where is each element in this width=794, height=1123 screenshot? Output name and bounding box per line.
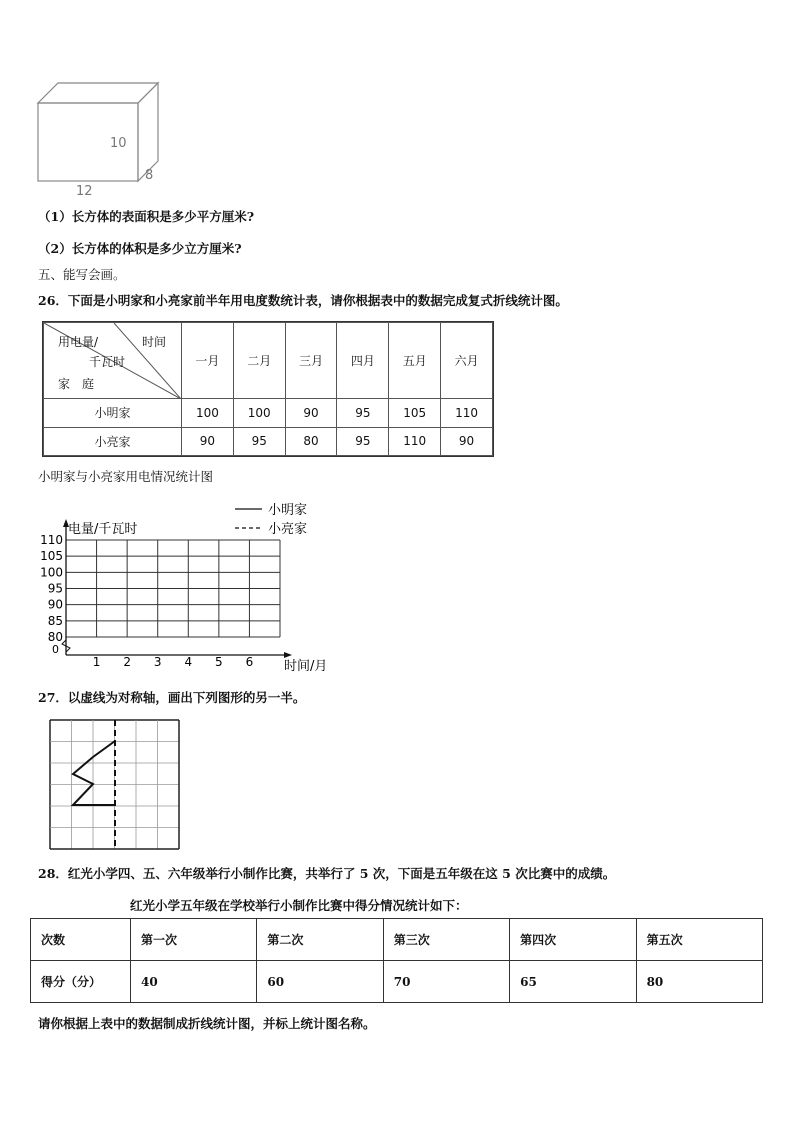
y-tick-label: 105 bbox=[40, 549, 63, 564]
q28-caption: 红光小学五年级在学校举行小制作比赛中得分情况统计如下： bbox=[130, 898, 468, 913]
table-header-cell: 第一次 bbox=[131, 919, 257, 961]
x-tick-label: 5 bbox=[215, 655, 223, 669]
table-cell: 40 bbox=[131, 961, 257, 1003]
table-cell: 95 bbox=[233, 427, 285, 456]
line-chart bbox=[30, 495, 350, 680]
q25-sub1: （1）长方体的表面积是多少平方厘米? bbox=[38, 209, 255, 224]
month-header: 一月 bbox=[182, 323, 234, 399]
table-cell: 100 bbox=[233, 399, 285, 428]
legend-label: 小明家 bbox=[268, 503, 308, 518]
month-header: 五月 bbox=[389, 323, 441, 399]
table-cell: 110 bbox=[389, 427, 441, 456]
y-tick-label: 90 bbox=[47, 597, 63, 612]
table-cell: 90 bbox=[441, 427, 493, 456]
q27-text: 27．以虚线为对称轴，画出下列图形的另一半。 bbox=[38, 690, 306, 705]
table-row bbox=[31, 961, 763, 1003]
table-header-corner bbox=[44, 323, 182, 399]
table-cell: 90 bbox=[285, 399, 337, 428]
corner-label-family: 家 庭 bbox=[58, 377, 95, 391]
q26-table bbox=[42, 321, 494, 457]
half-shape bbox=[73, 741, 115, 805]
chart-title: 小明家与小亮家用电情况统计图 bbox=[38, 469, 214, 484]
legend-label: 小亮家 bbox=[268, 522, 308, 537]
table-header-cell: 第五次 bbox=[636, 919, 762, 961]
table-cell: 95 bbox=[337, 427, 389, 456]
corner-label-time: 时间 bbox=[142, 335, 167, 349]
cuboid-height-label: 10 bbox=[110, 136, 127, 151]
q25-sub2: （2）长方体的体积是多少立方厘米? bbox=[38, 241, 242, 256]
x-tick-label: 2 bbox=[123, 655, 131, 669]
month-header: 二月 bbox=[233, 323, 285, 399]
chart-legend bbox=[235, 503, 307, 537]
y-tick-label: 85 bbox=[47, 613, 63, 628]
table-header-cell: 第二次 bbox=[257, 919, 383, 961]
table-cell: 80 bbox=[636, 961, 762, 1003]
symmetry-grid-figure bbox=[48, 718, 184, 850]
table-header-cell: 第三次 bbox=[383, 919, 509, 961]
q26-text: 26．下面是小明家和小亮家前半年用电度数统计表，请你根据表中的数据完成复式折线统计图。 bbox=[38, 293, 568, 308]
table-header-cell: 次数 bbox=[31, 919, 131, 961]
q28-text: 28．红光小学四、五、六年级举行小制作比赛，共举行了 5 次，下面是五年级在这 5 次比赛中的成绩。 bbox=[38, 866, 616, 881]
table-cell: 70 bbox=[383, 961, 509, 1003]
table-row bbox=[44, 427, 493, 456]
y-tick-label: 95 bbox=[47, 581, 63, 596]
month-header: 三月 bbox=[285, 323, 337, 399]
table-cell: 90 bbox=[182, 427, 234, 456]
cuboid-width-label: 8 bbox=[145, 168, 154, 183]
table-cell: 95 bbox=[337, 399, 389, 428]
row-family-name: 小亮家 bbox=[44, 427, 182, 456]
y-tick-label: 110 bbox=[40, 533, 63, 547]
y-tick-label: 80 bbox=[47, 630, 63, 644]
cuboid-top-face bbox=[38, 83, 158, 103]
x-tick-label: 6 bbox=[245, 655, 254, 669]
section-5-title: 五、能写会画。 bbox=[38, 267, 126, 282]
chart-grid bbox=[66, 540, 280, 637]
month-header: 六月 bbox=[441, 323, 493, 399]
table-row bbox=[31, 919, 763, 961]
table-header-cell: 第四次 bbox=[510, 919, 636, 961]
table-cell: 105 bbox=[389, 399, 441, 428]
table-cell: 80 bbox=[285, 427, 337, 456]
x-axis-arrow bbox=[284, 652, 292, 658]
table-cell: 得分（分） bbox=[31, 961, 131, 1003]
month-header: 四月 bbox=[337, 323, 389, 399]
cuboid-side-face bbox=[138, 83, 158, 181]
x-tick-label: 4 bbox=[184, 655, 193, 669]
q28-table bbox=[30, 918, 763, 1003]
x-axis-label: 时间/月 bbox=[284, 659, 328, 674]
q28-footer: 请你根据上表中的数据制成折线统计图，并标上统计图名称。 bbox=[38, 1016, 376, 1031]
y-tick-label: 100 bbox=[40, 565, 63, 580]
table-cell: 65 bbox=[510, 961, 636, 1003]
corner-label-usage: 用电量/ bbox=[58, 335, 99, 349]
table-row bbox=[44, 399, 493, 428]
x-tick-label: 3 bbox=[153, 655, 162, 669]
cuboid-length-label: 12 bbox=[76, 184, 93, 198]
origin-label: 0 bbox=[52, 643, 59, 656]
corner-label-unit: 千瓦时 bbox=[89, 355, 126, 369]
table-cell: 100 bbox=[182, 399, 234, 428]
cuboid-figure bbox=[30, 78, 165, 198]
table-cell: 60 bbox=[257, 961, 383, 1003]
y-axis-label: 电量/千瓦时 bbox=[68, 522, 138, 537]
x-tick-label: 1 bbox=[92, 655, 101, 669]
chart-labels bbox=[40, 521, 327, 674]
row-family-name: 小明家 bbox=[44, 399, 182, 428]
table-cell: 110 bbox=[441, 399, 493, 428]
